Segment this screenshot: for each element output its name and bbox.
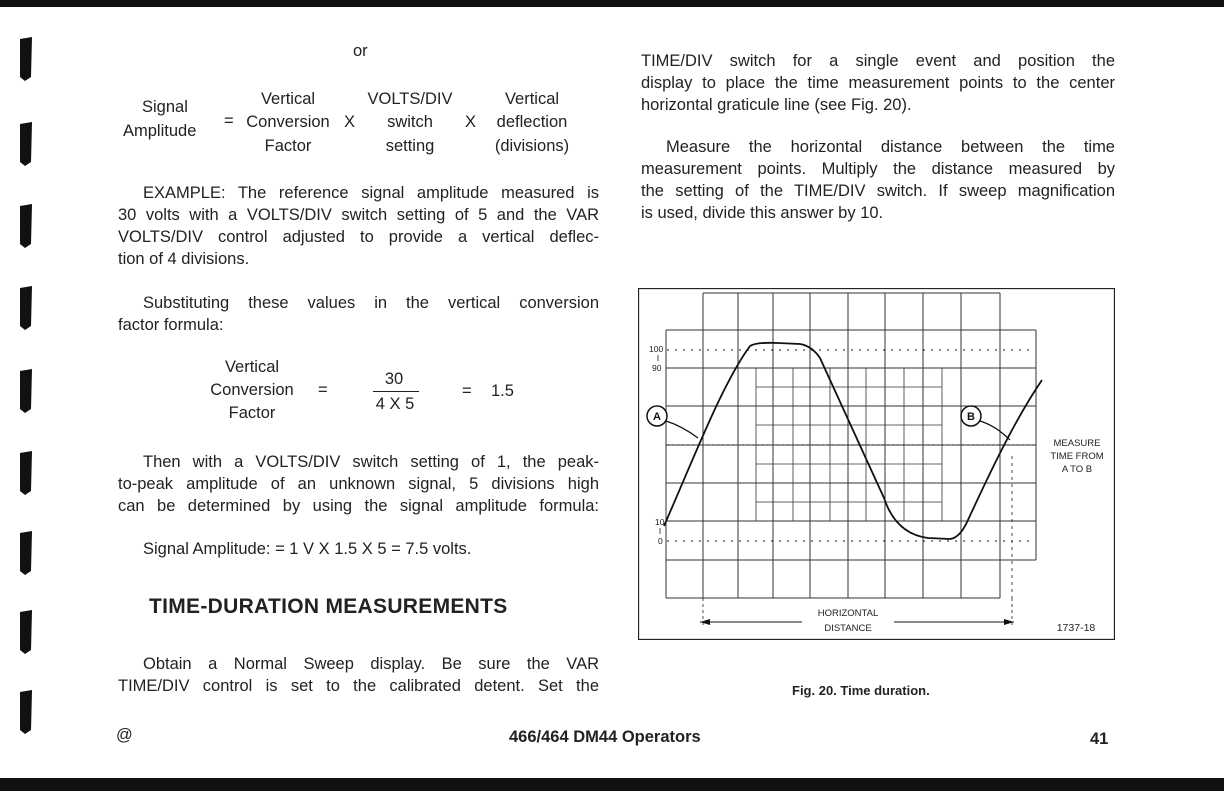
conv-equals-2: = xyxy=(462,382,472,400)
footer-symbol: @ xyxy=(116,726,133,744)
formula-col2-line2: switch xyxy=(387,113,433,131)
binder-mark xyxy=(12,610,38,656)
binder-mark xyxy=(12,37,38,83)
formula-equals: = xyxy=(224,112,234,130)
example-line-3: VOLTS/DIV control adjusted to provide a vertical deflec- xyxy=(118,228,599,246)
binder-mark xyxy=(12,204,38,250)
binder-mark xyxy=(12,122,38,168)
point-b-label: B xyxy=(967,411,975,423)
binder-mark xyxy=(12,286,38,332)
label-100: 100 xyxy=(649,344,664,354)
formula-col1-line3: Factor xyxy=(264,137,312,155)
or-text: or xyxy=(353,42,368,60)
measure-line-1: MEASURE xyxy=(1053,438,1101,449)
p2-line-4: is used, divide this answer by 10. xyxy=(641,204,884,222)
formula-col3-line2: deflection xyxy=(496,113,568,131)
binder-mark xyxy=(12,451,38,497)
fraction-bar xyxy=(373,391,419,392)
p2-line-2: measurement points. Multiply the distance measured by xyxy=(641,160,1115,178)
measure-line-2: TIME FROM xyxy=(1050,451,1104,462)
time-duration-figure xyxy=(638,288,1115,640)
example-line-1: EXAMPLE: The reference signal amplitude measured is xyxy=(143,184,599,202)
formula-col1-line1: Vertical xyxy=(260,90,316,108)
page-number: 41 xyxy=(1090,730,1109,748)
figure-number: 1737-18 xyxy=(1056,622,1096,634)
footer-title: 466/464 DM44 Operators xyxy=(509,728,701,746)
conv-lhs-line3: Factor xyxy=(228,404,276,422)
p1-line-2: display to place the time measurement points to the center xyxy=(641,74,1115,92)
conv-denominator: 4 X 5 xyxy=(375,395,415,413)
horizontal-distance-line-2: DISTANCE xyxy=(824,623,872,634)
binder-mark xyxy=(12,531,38,577)
subst-line-2: factor formula: xyxy=(118,316,224,334)
binder-mark xyxy=(12,369,38,415)
conv-numerator: 30 xyxy=(384,370,404,388)
formula-lhs-signal: Signal xyxy=(142,98,188,116)
label-0: 0 xyxy=(658,536,663,546)
conv-lhs-line1: Vertical xyxy=(224,358,280,376)
formula-col1-line2: Conversion xyxy=(246,113,330,131)
p2-line-3: the setting of the TIME/DIV switch. If sweep magnification xyxy=(641,182,1115,200)
example-line-4: tion of 4 divisions. xyxy=(118,250,250,268)
then-line-2: to-peak amplitude of an unknown signal, 5 divisions high xyxy=(118,475,599,493)
formula-times-2: X xyxy=(465,113,477,131)
p1-line-3: horizontal graticule line (see Fig. 20). xyxy=(641,96,912,114)
formula-col3-line1: Vertical xyxy=(504,90,560,108)
formula-col2-line1: VOLTS/DIV xyxy=(367,90,453,108)
conv-lhs-line2: Conversion xyxy=(210,381,294,399)
then-line-3: can be determined by using the signal amplitude formula: xyxy=(118,497,599,515)
section-heading: TIME-DURATION MEASUREMENTS xyxy=(149,595,508,618)
subst-line-1: Substituting these values in the vertical conversion xyxy=(143,294,599,312)
obtain-line-1: Obtain a Normal Sweep display. Be sure the VAR xyxy=(143,655,599,673)
formula-lhs-amplitude: Amplitude xyxy=(123,122,197,140)
formula-times-1: X xyxy=(344,113,356,131)
top-edge-bar xyxy=(0,0,1224,7)
p1-line-1: TIME/DIV switch for a single event and position the xyxy=(641,52,1115,70)
conv-result: 1.5 xyxy=(491,382,514,400)
formula-col2-line3: setting xyxy=(385,137,435,155)
formula-col3-line3: (divisions) xyxy=(494,137,570,155)
measure-line-3: A TO B xyxy=(1061,464,1093,475)
p2-line-1: Measure the horizontal distance between the time xyxy=(666,138,1115,156)
label-90: 90 xyxy=(652,363,662,373)
horizontal-distance-line-1: HORIZONTAL xyxy=(817,608,879,619)
figure-caption: Fig. 20. Time duration. xyxy=(792,683,930,698)
point-a-label: A xyxy=(653,411,661,423)
then-line-1: Then with a VOLTS/DIV switch setting of 1, the peak- xyxy=(143,453,599,471)
example-line-2: 30 volts with a VOLTS/DIV switch setting of 5 and the VAR xyxy=(118,206,599,224)
binder-mark xyxy=(12,690,38,736)
conv-equals-1: = xyxy=(318,381,328,399)
label-10: 10 xyxy=(655,517,665,527)
bottom-edge-bar xyxy=(0,778,1224,791)
obtain-line-2: TIME/DIV control is set to the calibrated detent. Set the xyxy=(118,677,599,695)
signal-amplitude-line: Signal Amplitude: = 1 V X 1.5 X 5 = 7.5 volts. xyxy=(143,540,472,558)
